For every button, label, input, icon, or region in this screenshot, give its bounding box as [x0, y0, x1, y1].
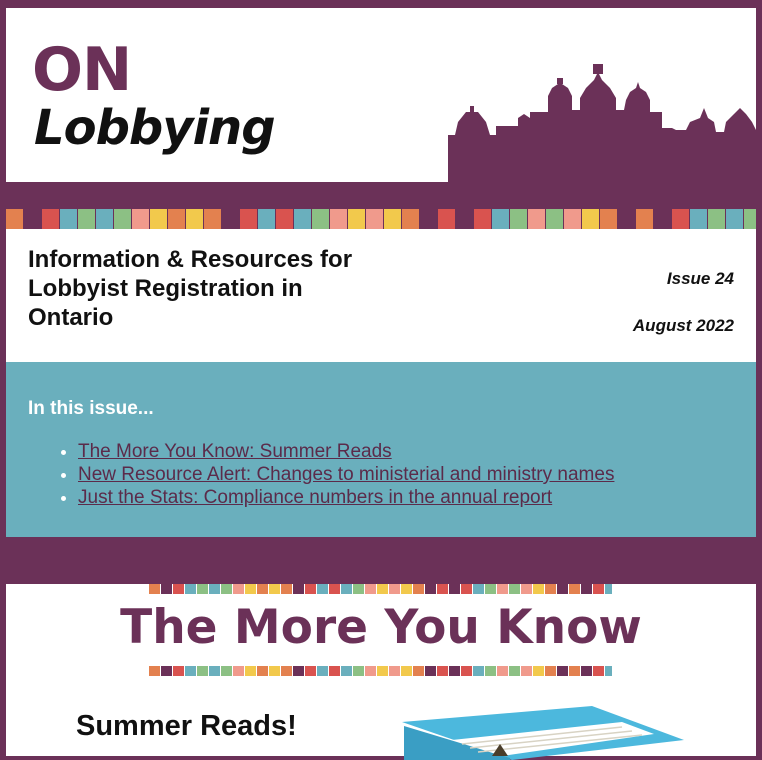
mosaic-tile — [474, 209, 491, 229]
mosaic-tile — [317, 584, 328, 594]
mosaic-tile — [497, 666, 508, 676]
mosaic-tile — [449, 584, 460, 594]
mosaic-tile — [672, 209, 689, 229]
mosaic-tile — [377, 584, 388, 594]
mosaic-tile — [389, 666, 400, 676]
mosaic-tile — [150, 209, 167, 229]
mosaic-tile — [221, 584, 232, 594]
mosaic-tile — [654, 209, 671, 229]
mosaic-tile — [257, 584, 268, 594]
mosaic-tile — [233, 666, 244, 676]
mosaic-tile — [618, 209, 635, 229]
mosaic-tile — [42, 209, 59, 229]
mosaic-tile — [438, 209, 455, 229]
mosaic-tile — [708, 209, 725, 229]
mosaic-tile — [185, 666, 196, 676]
mosaic-tile — [557, 666, 568, 676]
mosaic-tile — [186, 209, 203, 229]
mosaic-tile — [744, 209, 756, 229]
mosaic-tile — [401, 584, 412, 594]
section-mosaic-bottom — [149, 666, 612, 676]
mosaic-tile — [569, 666, 580, 676]
mosaic-tile — [221, 666, 232, 676]
mosaic-tile — [353, 666, 364, 676]
mosaic-tile — [581, 584, 592, 594]
mosaic-tile — [510, 209, 527, 229]
logo-lobbying-text: Lobbying — [34, 100, 275, 156]
section-mosaic-top — [149, 584, 612, 594]
mosaic-tile — [425, 584, 436, 594]
mosaic-tile — [492, 209, 509, 229]
mosaic-tile — [425, 666, 436, 676]
mosaic-tile — [461, 666, 472, 676]
mosaic-tile — [521, 666, 532, 676]
mosaic-tile — [365, 666, 376, 676]
mosaic-tile — [341, 584, 352, 594]
mosaic-tile — [473, 666, 484, 676]
mosaic-tile — [456, 209, 473, 229]
mosaic-tile — [305, 584, 316, 594]
mosaic-tile — [209, 584, 220, 594]
mosaic-tile — [557, 584, 568, 594]
toc-link-new-resource-alert[interactable]: New Resource Alert: Changes to ministerial and ministry names — [78, 464, 615, 485]
title-band — [6, 229, 756, 362]
mosaic-tile — [293, 584, 304, 594]
section-heading: Summer Reads! — [76, 710, 297, 742]
toc-link-just-the-stats[interactable]: Just the Stats: Compliance numbers in the annual report — [78, 487, 553, 508]
mosaic-tile — [293, 666, 304, 676]
mosaic-tile — [581, 666, 592, 676]
mosaic-tile — [593, 666, 604, 676]
mosaic-tile — [78, 209, 95, 229]
mosaic-tile — [413, 666, 424, 676]
mosaic-tile — [726, 209, 743, 229]
mosaic-tile — [185, 584, 196, 594]
mosaic-tile — [473, 584, 484, 594]
mosaic-tile — [377, 666, 388, 676]
mosaic-tile — [6, 209, 23, 229]
mosaic-stripe — [6, 209, 756, 229]
mosaic-tile — [401, 666, 412, 676]
mosaic-tile — [294, 209, 311, 229]
mosaic-tile — [269, 584, 280, 594]
mosaic-tile — [204, 209, 221, 229]
mosaic-tile — [402, 209, 419, 229]
mosaic-tile — [485, 584, 496, 594]
mosaic-tile — [636, 209, 653, 229]
newsletter-title: Information & Resources for Lobbyist Registration in Ontario — [28, 246, 353, 331]
in-this-issue-panel — [6, 362, 756, 537]
issue-date: August 2022 — [632, 316, 734, 335]
mosaic-tile — [114, 209, 131, 229]
mosaic-tile — [461, 584, 472, 594]
issue-number: Issue 24 — [666, 269, 734, 288]
mosaic-tile — [276, 209, 293, 229]
mosaic-tile — [305, 666, 316, 676]
mosaic-tile — [600, 209, 617, 229]
mosaic-tile — [132, 209, 149, 229]
mosaic-tile — [384, 209, 401, 229]
mosaic-tile — [329, 666, 340, 676]
mosaic-tile — [485, 666, 496, 676]
mosaic-tile — [245, 666, 256, 676]
mosaic-tile — [545, 584, 556, 594]
mosaic-tile — [582, 209, 599, 229]
mosaic-tile — [341, 666, 352, 676]
mosaic-tile — [437, 584, 448, 594]
mosaic-tile — [366, 209, 383, 229]
mosaic-tile — [281, 666, 292, 676]
in-this-issue-heading: In this issue... — [28, 398, 154, 419]
mosaic-tile — [497, 584, 508, 594]
mosaic-tile — [149, 584, 160, 594]
mosaic-tile — [593, 584, 604, 594]
mosaic-tile — [389, 584, 400, 594]
mosaic-tile — [413, 584, 424, 594]
mosaic-tile — [690, 209, 707, 229]
mosaic-tile — [281, 584, 292, 594]
mosaic-tile — [521, 584, 532, 594]
mosaic-tile — [546, 209, 563, 229]
mosaic-tile — [60, 209, 77, 229]
list-item — [78, 486, 614, 509]
mosaic-tile — [330, 209, 347, 229]
book-illustration — [392, 700, 692, 760]
mosaic-tile — [605, 584, 612, 594]
mosaic-tile — [509, 666, 520, 676]
in-this-issue-list — [28, 440, 614, 509]
mosaic-tile — [258, 209, 275, 229]
logo-on-text: ON — [32, 35, 132, 105]
mosaic-tile — [329, 584, 340, 594]
mosaic-tile — [437, 666, 448, 676]
mosaic-tile — [96, 209, 113, 229]
mosaic-tile — [348, 209, 365, 229]
mosaic-tile — [533, 666, 544, 676]
mosaic-tile — [533, 584, 544, 594]
mosaic-tile — [312, 209, 329, 229]
mosaic-tile — [233, 584, 244, 594]
mosaic-tile — [240, 209, 257, 229]
mosaic-tile — [564, 209, 581, 229]
mosaic-tile — [173, 666, 184, 676]
mosaic-tile — [24, 209, 41, 229]
mosaic-tile — [449, 666, 460, 676]
mosaic-tile — [269, 666, 280, 676]
mosaic-tile — [173, 584, 184, 594]
mosaic-tile — [222, 209, 239, 229]
mosaic-tile — [528, 209, 545, 229]
list-item — [78, 440, 614, 463]
mosaic-tile — [197, 584, 208, 594]
section-banner-title: The More You Know — [120, 600, 642, 655]
toc-link-summer-reads[interactable]: The More You Know: Summer Reads — [78, 441, 392, 462]
mosaic-tile — [197, 666, 208, 676]
mosaic-tile — [168, 209, 185, 229]
mosaic-tile — [149, 666, 160, 676]
mosaic-tile — [209, 666, 220, 676]
list-item — [78, 463, 614, 486]
more-you-know-section — [6, 584, 756, 756]
mosaic-tile — [420, 209, 437, 229]
mosaic-tile — [317, 666, 328, 676]
mosaic-tile — [353, 584, 364, 594]
mosaic-tile — [545, 666, 556, 676]
mosaic-tile — [257, 666, 268, 676]
mosaic-tile — [365, 584, 376, 594]
mosaic-tile — [605, 666, 612, 676]
mosaic-tile — [245, 584, 256, 594]
mosaic-tile — [161, 584, 172, 594]
mosaic-tile — [161, 666, 172, 676]
mosaic-tile — [569, 584, 580, 594]
mosaic-tile — [509, 584, 520, 594]
